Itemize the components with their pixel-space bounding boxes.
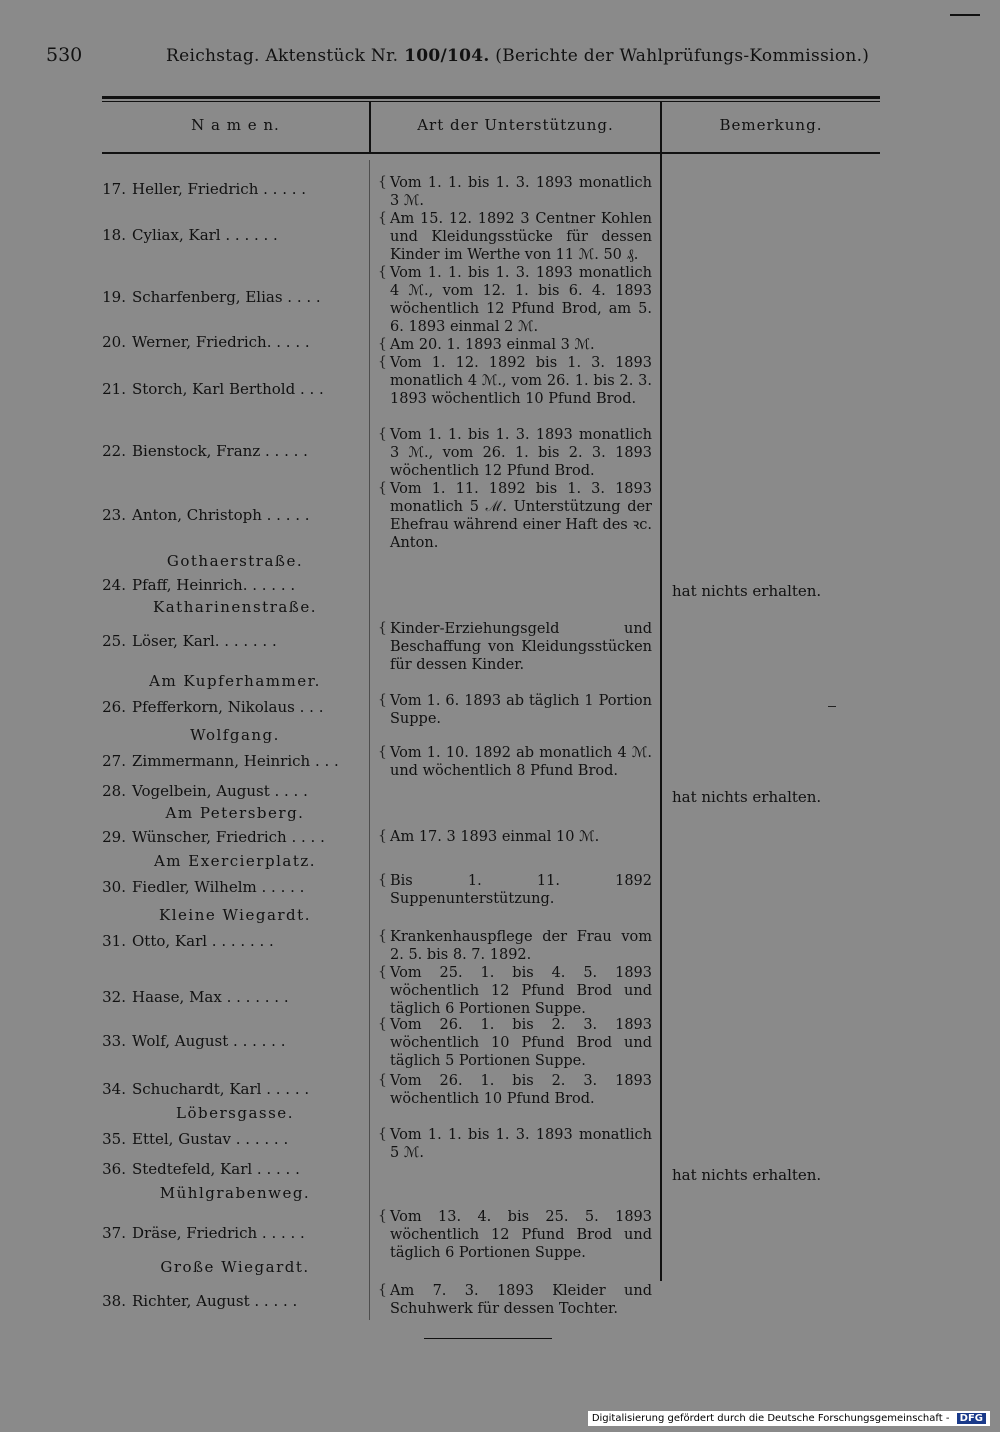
entry-name-text: Werner, Friedrich. . . . .	[132, 333, 310, 351]
table-top-rule	[102, 96, 880, 99]
footer-credit	[588, 1411, 990, 1426]
entry-number: 24.	[102, 576, 126, 594]
entry-name	[96, 226, 366, 244]
brace-mark: {	[378, 1016, 387, 1032]
entry-name-text: Zimmermann, Heinrich . . .	[132, 752, 339, 770]
entry-support: Kinder-Erziehungsgeld und Beschaffung von Kleidungsstücken für dessen Kinder.	[390, 621, 652, 673]
entry-support: Vom 1. 1. bis 1. 3. 1893 monatlich 5 ℳ.	[390, 1127, 652, 1161]
entry-number: 31.	[102, 932, 126, 950]
entry-number: 34.	[102, 1080, 126, 1098]
brace-mark: {	[378, 1126, 387, 1142]
entry-name-text: Scharfenberg, Elias . . . .	[132, 288, 321, 306]
entry-support: Vom 25. 1. bis 4. 5. 1893 wöchentlich 12 Pfund Brod und täglich 6 Portionen Suppe.	[390, 965, 652, 1017]
brace-mark: {	[378, 354, 387, 370]
entry-support: Vom 1. 6. 1893 ab täglich 1 Portion Suppe.	[390, 693, 652, 727]
entry-support: Am 20. 1. 1893 einmal 3 ℳ.	[390, 337, 595, 353]
entry-number: 35.	[102, 1130, 126, 1148]
entry-name	[96, 288, 366, 306]
table-top-rule-thin	[102, 101, 880, 102]
brace-mark: {	[378, 872, 387, 888]
entry-name	[96, 988, 366, 1006]
entry-number: 23.	[102, 506, 126, 524]
entry-name-text: Anton, Christoph . . . . .	[132, 506, 310, 524]
entry-remark: hat nichts erhalten.	[672, 788, 822, 806]
brace-mark: {	[378, 1072, 387, 1088]
brace-mark: {	[378, 964, 387, 980]
column-divider-2	[660, 101, 662, 1281]
street-heading: Große Wiegardt.	[160, 1258, 310, 1276]
page-title-prefix: Reichstag. Aktenstück Nr.	[166, 46, 399, 66]
entry-support: Vom 13. 4. bis 25. 5. 1893 wöchentlich 12 Pfund Brod und täglich 6 Portionen Suppe.	[390, 1209, 652, 1261]
entry-name-text: Ettel, Gustav . . . . . .	[132, 1130, 289, 1148]
entry-name	[96, 506, 366, 524]
entry-number: 19.	[102, 288, 126, 306]
entry-name	[96, 180, 366, 198]
entry-number: 28.	[102, 782, 126, 800]
entry-name-text: Cyliax, Karl . . . . . .	[132, 226, 278, 244]
page-title-number: 100/104.	[404, 46, 490, 66]
entry-name-text: Löser, Karl. . . . . . .	[132, 632, 277, 650]
corner-mark	[950, 0, 980, 16]
entry-name-text: Fiedler, Wilhelm . . . . .	[132, 878, 305, 896]
entry-support: Vom 1. 1. bis 1. 3. 1893 monatlich 3 ℳ.	[390, 175, 652, 209]
entry-name	[96, 380, 366, 398]
entry-name	[96, 1130, 366, 1148]
street-heading: Wolfgang.	[190, 726, 280, 744]
entry-name-text: Wünscher, Friedrich . . . .	[132, 828, 325, 846]
entry-support: Vom 1. 10. 1892 ab monatlich 4 ℳ. und wöchentlich 8 Pfund Brod.	[390, 745, 652, 779]
entry-number: 17.	[102, 180, 126, 198]
entry-name-text: Haase, Max . . . . . . .	[132, 988, 289, 1006]
entry-number: 38.	[102, 1292, 126, 1310]
entry-number: 25.	[102, 632, 126, 650]
brace-mark: {	[378, 1208, 387, 1224]
entry-name-text: Dräse, Friedrich . . . . .	[132, 1224, 305, 1242]
footer-credit-text: Digitalisierung gefördert durch die Deutsche Forschungsgemeinschaft -	[591, 1413, 950, 1424]
brace-mark: {	[378, 264, 387, 280]
entry-support: Vom 1. 11. 1892 bis 1. 3. 1893 monatlich 5 ℳ. Unterstützung der Ehefrau während einer Haft des ꝛc. Anton.	[390, 481, 652, 551]
entry-support: Vom 1. 1. bis 1. 3. 1893 monatlich 4 ℳ., vom 12. 1. bis 6. 4. 1893 wöchentlich 12 Pfund Brod, am 5. 6. 1893 einmal 2 ℳ.	[390, 265, 652, 335]
dfg-logo: DFG	[957, 1413, 986, 1424]
page-number: 530	[46, 44, 83, 66]
entry-name-text: Storch, Karl Berthold . . .	[132, 380, 324, 398]
brace-mark: {	[378, 336, 387, 352]
entry-support: Vom 1. 12. 1892 bis 1. 3. 1893 monatlich 4 ℳ., vom 26. 1. bis 2. 3. 1893 wöchentlich 10 Pfund Brod.	[390, 355, 652, 407]
entry-support: Am 15. 12. 1892 3 Centner Kohlen und Kleidungsstücke für dessen Kinder im Werthe von 11 ℳ. 50 ₰.	[390, 211, 652, 263]
entry-remark: hat nichts erhalten.	[672, 1166, 822, 1184]
entry-number: 32.	[102, 988, 126, 1006]
page-title-suffix: (Berichte der Wahlprüfungs-Kommission.)	[495, 46, 870, 66]
entry-number: 26.	[102, 698, 126, 716]
entry-name	[96, 1224, 366, 1242]
column-header-remark: Bemerkung.	[719, 116, 823, 134]
column-header-names: N a m e n.	[191, 116, 280, 134]
page-title	[166, 46, 869, 66]
entry-name	[96, 1080, 366, 1098]
entry-number: 37.	[102, 1224, 126, 1242]
entry-support: Krankenhauspflege der Frau vom 2. 5. bis 8. 7. 1892.	[390, 929, 652, 963]
entry-name-text: Wolf, August . . . . . .	[132, 1032, 286, 1050]
entry-name-text: Stedtefeld, Karl . . . . .	[132, 1160, 300, 1178]
entry-name	[96, 333, 366, 351]
entry-number: 27.	[102, 752, 126, 770]
entry-name-text: Richter, August . . . . .	[132, 1292, 298, 1310]
entry-name	[96, 1292, 366, 1310]
brace-mark: {	[378, 426, 387, 442]
entry-number: 30.	[102, 878, 126, 896]
entry-name-text: Bienstock, Franz . . . . .	[132, 442, 308, 460]
brace-mark: {	[378, 928, 387, 944]
street-heading: Gothaerstraße.	[166, 552, 304, 570]
entry-name	[96, 878, 366, 896]
entry-support: Am 17. 3 1893 einmal 10 ℳ.	[390, 829, 600, 845]
brace-mark: {	[378, 692, 387, 708]
brace-mark: {	[378, 210, 387, 226]
entry-support: Bis 1. 11. 1892 Suppenunterstützung.	[390, 873, 652, 907]
entry-name-text: Otto, Karl . . . . . . .	[132, 932, 274, 950]
entry-number: 21.	[102, 380, 126, 398]
entry-name	[96, 1160, 366, 1178]
entry-support: Am 7. 3. 1893 Kleider und Schuhwerk für dessen Tochter.	[390, 1283, 652, 1317]
entry-support: Vom 26. 1. bis 2. 3. 1893 wöchentlich 10 Pfund Brod.	[390, 1073, 652, 1107]
entry-name	[96, 932, 366, 950]
entry-number: 20.	[102, 333, 126, 351]
entry-name	[96, 442, 366, 460]
entry-remark: hat nichts erhalten.	[672, 582, 822, 600]
entry-name-text: Vogelbein, August . . . .	[132, 782, 308, 800]
brace-mark: {	[378, 174, 387, 190]
entry-name	[96, 576, 366, 594]
brace-mark: {	[378, 828, 387, 844]
page-header	[46, 44, 870, 74]
entry-number: 29.	[102, 828, 126, 846]
street-heading: Am Kupferhammer.	[149, 672, 321, 690]
footer-rule	[424, 1338, 552, 1339]
entry-name-text: Schuchardt, Karl . . . . .	[132, 1080, 310, 1098]
entry-name-text: Pfefferkorn, Nikolaus . . .	[132, 698, 324, 716]
street-heading: Kleine Wiegardt.	[159, 906, 311, 924]
entry-name-text: Pfaff, Heinrich. . . . . .	[132, 576, 296, 594]
entry-name	[96, 828, 366, 846]
column-header-support: Art der Unterstützung.	[417, 116, 614, 134]
street-heading: Katharinenstraße.	[153, 598, 317, 616]
entry-name	[96, 1032, 366, 1050]
street-heading: Löbersgasse.	[176, 1104, 294, 1122]
street-heading: Am Exercierplatz.	[153, 852, 317, 870]
entry-number: 22.	[102, 442, 126, 460]
margin-tick	[828, 706, 836, 707]
entry-number: 33.	[102, 1032, 126, 1050]
entry-support: Vom 26. 1. bis 2. 3. 1893 wöchentlich 10 Pfund Brod und täglich 5 Portionen Suppe.	[390, 1017, 652, 1069]
entry-number: 18.	[102, 226, 126, 244]
brace-mark: {	[378, 1282, 387, 1298]
table-header-rule	[102, 152, 880, 154]
entry-name-text: Heller, Friedrich . . . . .	[132, 180, 307, 198]
brace-mark: {	[378, 620, 387, 636]
entry-name	[96, 782, 366, 800]
street-heading: Mühlgrabenweg.	[159, 1184, 311, 1202]
entry-name	[96, 752, 366, 770]
entry-number: 36.	[102, 1160, 126, 1178]
entry-name	[96, 698, 366, 716]
entry-name	[96, 632, 366, 650]
brace-mark: {	[378, 744, 387, 760]
street-heading: Am Petersberg.	[165, 804, 305, 822]
brace-mark: {	[378, 480, 387, 496]
entry-support: Vom 1. 1. bis 1. 3. 1893 monatlich 3 ℳ., vom 26. 1. bis 2. 3. 1893 wöchentlich 12 Pfund Brod.	[390, 427, 652, 479]
